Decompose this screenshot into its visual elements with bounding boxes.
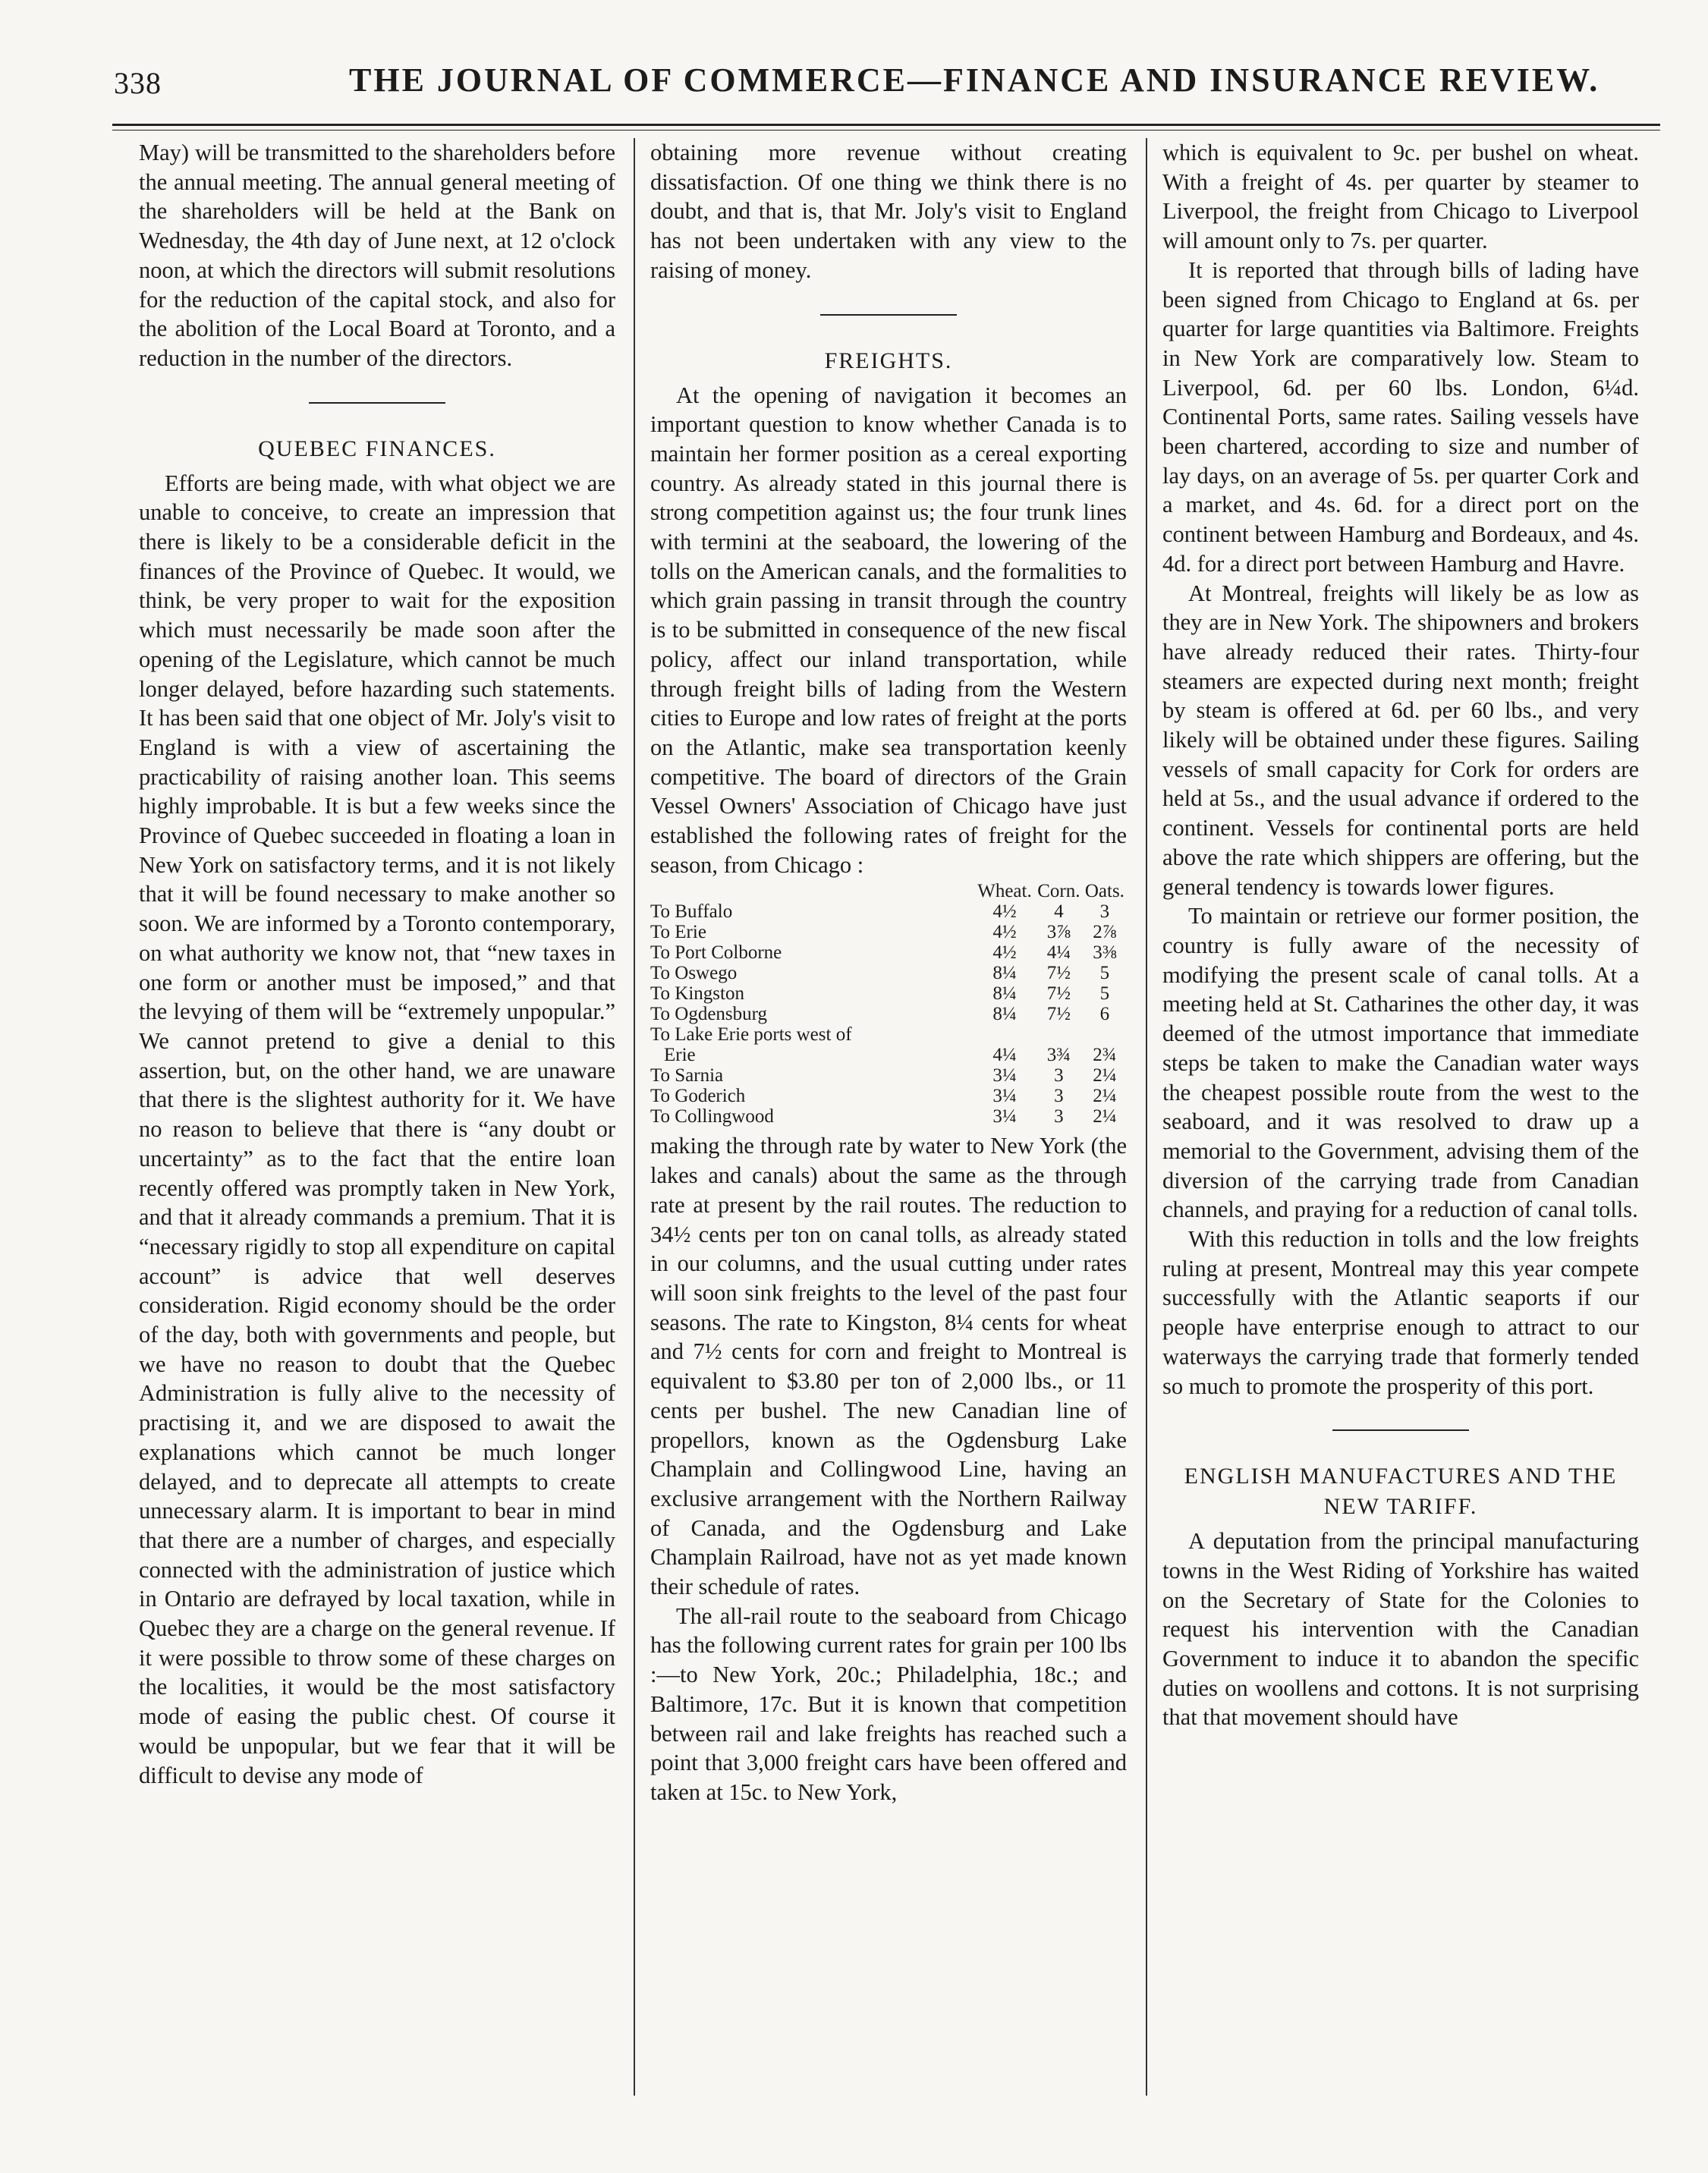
paragraph-continued: which is equivalent to 9c. per bushel on wheat. With a freight of 4s. per quarter by steamer to Liverpool, the freight from Chicago to Liverpool will amount only to 7s. per quarter. [1162, 140, 1639, 254]
table-cell-corn: 7½ [1046, 983, 1071, 1005]
paragraph-montreal-freights: At Montreal, freights will likely be as low as they are in New York. The shipowners and brokers have already reduced their rates. Thirty-four steamers are expected during next month; freight by steam is offered at 6d. per 60 lbs., and very likely will be obtained under these figures. Sailing vessels of small capacity for Cork for orders are held at 5s., and the usual advance if ordered to the continent. Vessels for continental ports are held above the rate which shippers are offering, but the general tendency is towards lower figures. [1162, 580, 1639, 900]
table-cell-wheat: 4½ [992, 942, 1017, 964]
table-cell-dest: To Ogdensburg [650, 1004, 768, 1025]
table-cell-dest: Erie [664, 1045, 696, 1066]
table-cell-corn: 3 [1054, 1065, 1064, 1086]
header-rule-thin [112, 130, 1660, 131]
paragraph-freights-1: At the opening of navigation it becomes an important question to know whether Canada is to maintain her former position as a cereal exporting country. As already stated in this journal there is strong competition against us; the four trunk lines with termini at the seaboard, the lowering of the tolls on the American canals, and the formalities to which grain passing in transit through the country is to be submitted in consequence of the new fiscal policy, affect our inland transportation, while through freight bills of lading from the Western cities to Europe and low rates of freight at the ports on the Atlantic, make sea transportation keenly competitive. The board of directors of the Grain Vessel Owners' Association of Chicago have just established the following rates of freight for the season, from Chicago : [650, 382, 1127, 878]
table-cell-oats: 3 [1099, 901, 1110, 923]
table-cell-oats: 2¼ [1093, 1086, 1117, 1107]
table-row [650, 1024, 1127, 1045]
table-cell-wheat: 8¼ [992, 983, 1017, 1005]
table-row [650, 1086, 1127, 1106]
table-cell-corn: 3¾ [1046, 1045, 1071, 1066]
table-cell-corn: 4 [1054, 901, 1064, 923]
table-cell-oats: 5 [1099, 963, 1110, 984]
table-cell-wheat: 8¼ [992, 963, 1017, 984]
paragraph-freights-3: The all-rail route to the seaboard from Chicago has the following current rates for grain per 100 lbs :—to New York, 20c.; Philadelphia, 18c.; and Baltimore, 17c. But it is known that competition between rail and lake freights has reached such a point that 3,000 freight cars have been offered and taken at 15c. to New York, [650, 1602, 1127, 1805]
table-row [650, 1004, 1127, 1024]
heading-quebec-finances: QUEBEC FINANCES. [258, 436, 496, 461]
paragraph-montreal-compete: With this reduction in tolls and the low freights ruling at present, Montreal may this year compete successfully with the Atlantic seaports if our people have enterprise enough to attract to our waterways the carrying trade that formerly tended so much to promote the prosperity of this port. [1162, 1226, 1639, 1399]
section-rule [820, 314, 957, 316]
table-header-row [650, 881, 1127, 901]
table-cell-wheat: 3¼ [992, 1065, 1017, 1086]
table-cell-dest: To Port Colborne [650, 942, 782, 964]
table-cell-wheat: 4¼ [992, 1045, 1017, 1066]
table-row [650, 1106, 1127, 1127]
table-cell-oats: 2¾ [1093, 1045, 1117, 1066]
table-header-oats: Oats. [1084, 881, 1125, 902]
paragraph-quebec-finances: Efforts are being made, with what object we are unable to conceive, to create an impression that there is likely to be a considerable deficit in the finances of the Province of Quebec. It would, we think, be very proper to wait for the exposition which must necessarily be made soon after the opening of the Legislature, which cannot be much longer delayed, before hazarding such statements. It has been said that one object of Mr. Joly's visit to England is with a view of ascertaining the practicability of raising another loan. This seems highly improbable. It is but a few weeks since the Province of Quebec succeeded in floating a loan in New York on satisfactory terms, and it is not likely that it will be found necessary to make another so soon. We are informed by a Toronto contemporary, on what authority we know not, that “new taxes in one form or another must be imposed,” and that the levying of them will be “extremely unpopular.” We cannot pretend to give a denial to this assertion, but, on the other hand, we are unaware that there is the slightest authority for it. We have no reason to believe that there is “any doubt or uncertainty” as to the fact that the entire loan recently offered was promptly taken in New York, and that it already commands a premium. That it is “necessary rigidly to stop all expenditure on capital account” is advice that well deserves consideration. Rigid economy should be the order of the day, both with governments and people, but we have no reason to doubt that the Quebec Administration is fully alive to the necessity of practising it, and we are disposed to await the explanations which cannot be much longer delayed, and to deprecate all attempts to create unnecessary alarm. It is important to bear in mind that there are a number of charges, and especially connected with the administration of justice which in Ontario are defrayed by local taxation, while in Quebec they are a charge on the general revenue. If it were possible to throw some of these charges on the localities, it would be the most satisfactory mode of easing the public chest. Of course it would be unpopular, but we fear that it will be difficult to devise any mode of [139, 470, 615, 1788]
table-cell-dest: To Collingwood [650, 1106, 774, 1127]
page-number: 338 [114, 66, 162, 100]
table-row [650, 963, 1127, 983]
table-cell-corn: 4¼ [1046, 942, 1071, 964]
paragraph-bills-of-lading: It is reported that through bills of lading have been signed from Chicago to England at 6s. per quarter for large quantities via Baltimore. Freights in New York are comparatively low. Steam to Liverpool, 6d. per 60 lbs. London, 6¼d. Continental Ports, same rates. Sailing vessels have been chartered, according to size and number of lay days, on an average of 5s. per quarter Cork and a market, and 4s. 6d. for a direct port on the continent between Hamburg and Bordeaux, and 4s. 4d. for a direct port between Hamburg and Havre. [1162, 256, 1639, 577]
column-3 [1162, 138, 1639, 2126]
table-header [650, 881, 974, 901]
heading-english-manufactures: ENGLISH MANUFACTURES AND THE NEW TARIFF. [1184, 1464, 1618, 1520]
freight-rates-table [650, 881, 1127, 1127]
table-cell-wheat: 4½ [992, 901, 1017, 923]
table-cell-corn: 7½ [1046, 963, 1071, 984]
table-cell-oats: 6 [1099, 1004, 1110, 1025]
table-cell-dest: To Goderich [650, 1086, 746, 1107]
table-cell-oats: 2¼ [1093, 1106, 1117, 1127]
header-rule [112, 124, 1660, 126]
table-row [650, 1065, 1127, 1086]
section-rule [309, 402, 445, 404]
table-header-corn: Corn. [1037, 881, 1080, 902]
paragraph-canal-tolls: To maintain or retrieve our former position, the country is fully aware of the necessity of modifying the present scale of canal tolls. At a meeting held at St. Catharines the other day, it was deemed of the utmost importance that immediate steps be taken to make the Canadian water ways the cheapest possible route from the west to the seaboard, and it was resolved to draw up a memorial to the Government, advising them of the diversion of the carrying trade from Canadian channels, and praying for a reduction of canal tolls. [1162, 903, 1639, 1223]
table-cell-oats: 2⅞ [1093, 922, 1117, 943]
table-row [650, 901, 1127, 922]
section-rule [1332, 1429, 1469, 1431]
table-row [650, 922, 1127, 942]
table-cell-wheat: 8¼ [992, 1004, 1017, 1025]
table-cell-corn: 3 [1054, 1106, 1064, 1127]
table-row [650, 983, 1127, 1004]
table-cell-wheat: 4½ [992, 922, 1017, 943]
table-header-wheat: Wheat. [977, 881, 1032, 902]
table-cell-oats: 5 [1099, 983, 1110, 1005]
column-divider [1146, 138, 1147, 2096]
table-cell-corn: 3⅞ [1046, 922, 1071, 943]
table-cell-wheat: 3¼ [992, 1086, 1017, 1107]
paragraph-english-manufactures: A deputation from the principal manufacturing towns in the West Riding of Yorkshire has waited on the Secretary of State for the Colonies to request his intervention with the Canadian Government to induce it to abandon the specific duties on woollens and cottons. It is not surprising that that movement should have [1162, 1528, 1639, 1731]
column-2 [650, 138, 1127, 2126]
paragraph-continued: obtaining more revenue without creating dissatisfaction. Of one thing we think there is no doubt, and that is, that Mr. Joly's visit to England has not been undertaken with any view to the raising of money. [650, 140, 1127, 283]
paragraph-continued: May) will be transmitted to the shareholders before the annual meeting. The annual general meeting of the shareholders will be held at the Bank on Wednesday, the 4th day of June next, at 12 o'clock noon, at which the directors will submit resolutions for the reduction of the capital stock, and also for the abolition of the Local Board at Toronto, and a reduction in the number of the directors. [139, 140, 615, 371]
running-title: THE JOURNAL OF COMMERCE—FINANCE AND INSURANCE REVIEW. [349, 61, 1600, 99]
table-row [650, 942, 1127, 963]
table-cell-corn: 7½ [1046, 1004, 1071, 1025]
table-cell-dest: To Kingston [650, 983, 744, 1005]
table-cell-dest: To Buffalo [650, 901, 733, 923]
heading-freights: FREIGHTS. [824, 347, 953, 373]
table-cell-dest: To Sarnia [650, 1065, 724, 1086]
column-divider [634, 138, 635, 2096]
table-row [650, 1045, 1127, 1065]
table-cell-dest: To Oswego [650, 963, 738, 984]
paragraph-freights-2: making the through rate by water to New York (the lakes and canals) about the same as the through rate at present by the rail routes. The reduction to 34½ cents per ton on canal tolls, as already stated in our columns, and the usual cutting under rates will soon sink freights to the level of the past four seasons. The rate to Kingston, 8¼ cents for wheat and 7½ cents for corn and freight to Montreal is equivalent to $3.80 per ton of 2,000 lbs., or 11 cents per bushel. The new Canadian line of propellors, known as the Ogdensburg Lake Champlain and Collingwood Line, having an exclusive arrangement with the Northern Railway of Canada, and the Ogdensburg and Lake Champlain Railroad, have not as yet made known their schedule of rates. [650, 1133, 1127, 1600]
table-cell-dest: To Lake Erie ports west of [650, 1024, 852, 1046]
table-cell-dest: To Erie [650, 922, 706, 943]
table-cell-oats: 3⅜ [1093, 942, 1117, 964]
table-cell-oats: 2¼ [1093, 1065, 1117, 1086]
table-cell-wheat: 3¼ [992, 1106, 1017, 1127]
column-1 [139, 138, 615, 2126]
table-cell-corn: 3 [1054, 1086, 1064, 1107]
